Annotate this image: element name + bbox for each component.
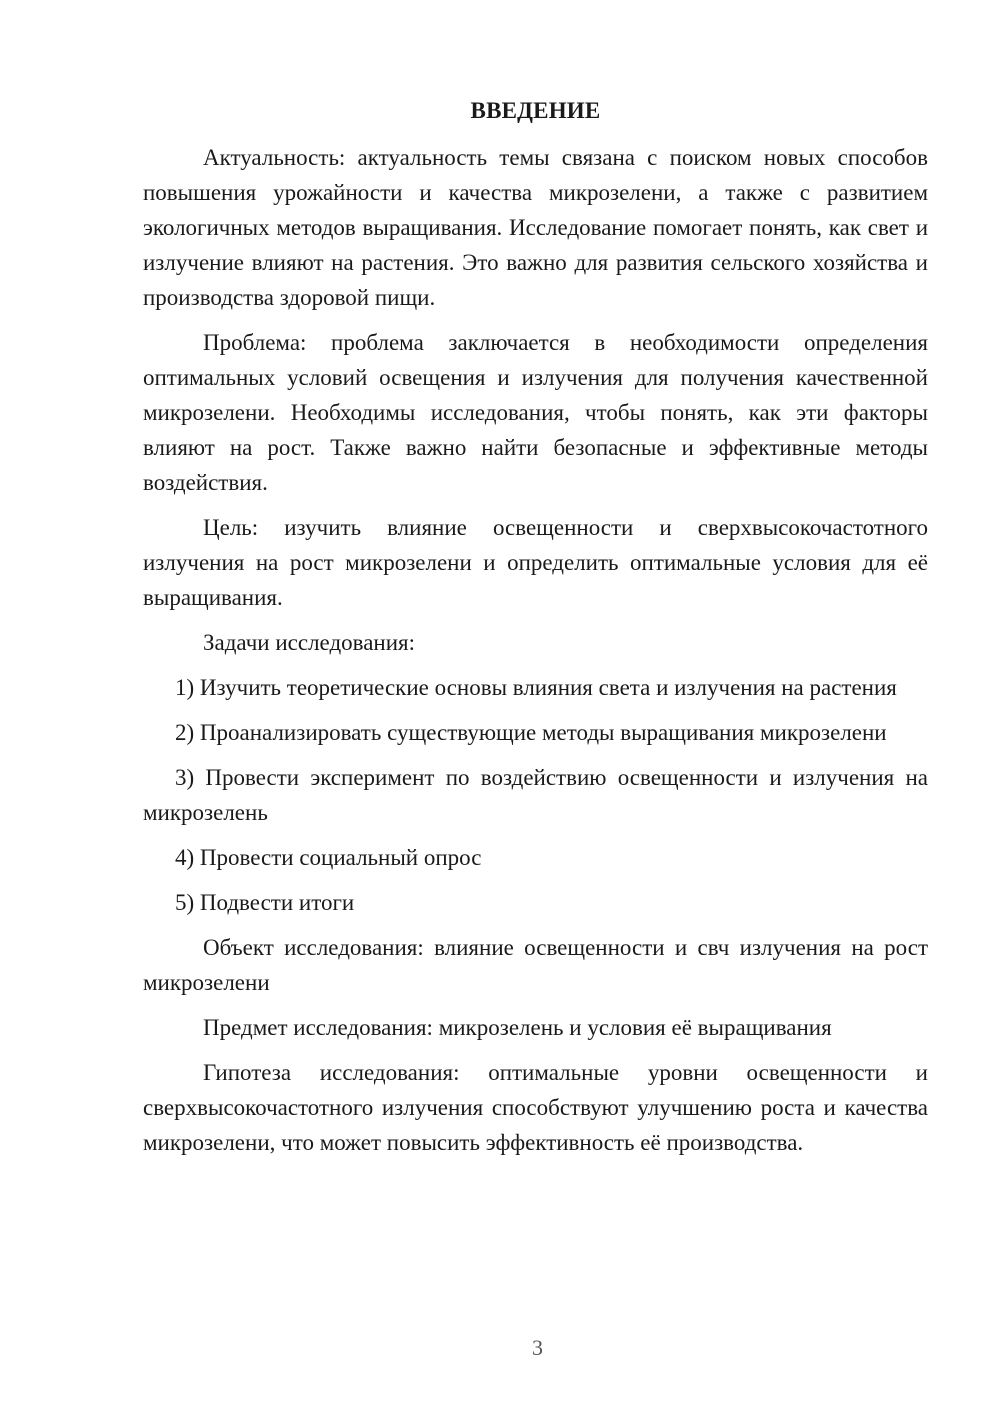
task-item-3: 3) Провести эксперимент по воздействию освещенности и излучения на микрозелень: [143, 765, 928, 825]
task-item-2: 2) Проанализировать существующие методы выращивания микрозелени: [175, 720, 887, 745]
paragraph-goal: Цель: изучить влияние освещенности и сверхвысокочастотного излучения на рост микрозелени и определить оптимальные условия для её выращивания.: [143, 515, 928, 610]
paragraph-problem: Проблема: проблема заключается в необходимости определения оптимальных условий освещения и излучения для получения качественной микрозелени. Необходимы исследования, чтобы понять, как эти факторы влияют на рост. Также важно найти безопасные и эффективные методы воздействия.: [143, 330, 928, 495]
task-item-5: 5) Подвести итоги: [175, 890, 355, 915]
paragraph-subject: Предмет исследования: микрозелень и условия её выращивания: [203, 1015, 832, 1040]
paragraph-relevance: Актуальность: актуальность темы связана с поиском новых способов повышения урожайности и качества микрозелени, а также с развитием экологичных методов выращивания. Исследование помогает понять, как свет и излучение влияют на растения. Это важно для развития сельского хозяйства и производства здоровой пищи.: [143, 145, 928, 310]
paragraph-object: Объект исследования: влияние освещенности и свч излучения на рост микрозелени: [143, 935, 928, 995]
tasks-heading: Задачи исследования:: [203, 630, 416, 655]
page-title: ВВЕДЕНИЕ: [470, 98, 601, 123]
task-item-4: 4) Провести социальный опрос: [175, 845, 482, 870]
task-item-1: 1) Изучить теоретические основы влияния света и излучения на растения: [175, 675, 897, 700]
page-content: [143, 96, 928, 1170]
page-number: 3: [532, 1335, 543, 1360]
paragraph-hypothesis: Гипотеза исследования: оптимальные уровни освещенности и сверхвысокочастотного излучения способствуют улучшению роста и качества микрозелени, что может повысить эффективность её производства.: [143, 1060, 928, 1155]
